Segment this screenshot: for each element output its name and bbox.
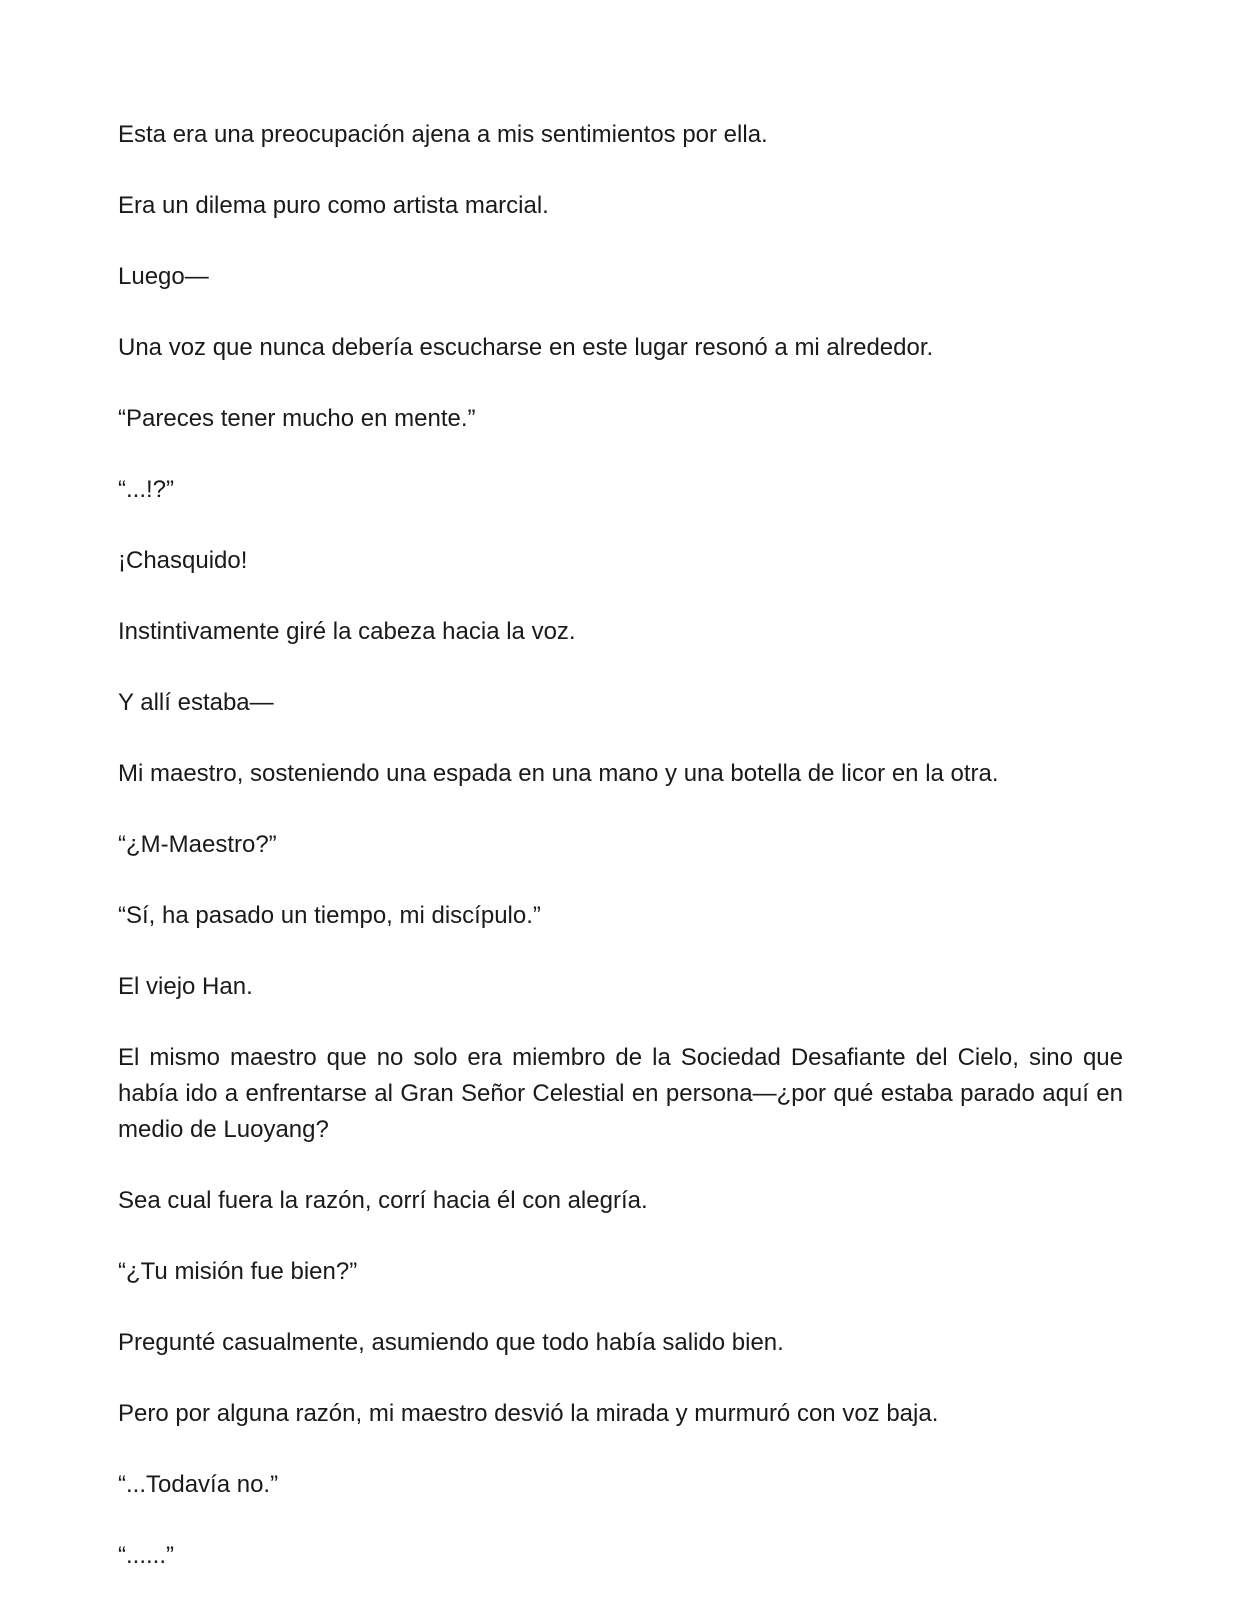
paragraph: Y allí estaba— [118, 689, 274, 716]
paragraph: “Pareces tener mucho en mente.” [118, 405, 476, 432]
paragraph: Una voz que nunca debería escucharse en este lugar resonó a mi alrededor. [118, 334, 934, 361]
paragraph: El mismo maestro que no solo era miembro de la Sociedad Desafiante del Cielo, sino que había ido a enfrentarse al Gran Señor Celestial en persona—¿por qué estaba parado aquí en medio de Luoyang? [118, 1044, 1123, 1143]
paragraph: Era un dilema puro como artista marcial. [118, 192, 549, 219]
paragraph: “¿M-Maestro?” [118, 831, 277, 858]
paragraph: Luego— [118, 263, 209, 290]
paragraph: Pregunté casualmente, asumiendo que todo había salido bien. [118, 1329, 784, 1356]
paragraph: Instintivamente giré la cabeza hacia la voz. [118, 618, 576, 645]
paragraph: “Sí, ha pasado un tiempo, mi discípulo.” [118, 902, 541, 929]
paragraph: Esta era una preocupación ajena a mis sentimientos por ella. [118, 121, 768, 148]
paragraph: Pero por alguna razón, mi maestro desvió la mirada y murmuró con voz baja. [118, 1400, 939, 1427]
paragraph: Mi maestro, sosteniendo una espada en una mano y una botella de licor en la otra. [118, 760, 999, 787]
paragraph: El viejo Han. [118, 973, 253, 1000]
paragraph: ¡Chasquido! [118, 547, 248, 574]
paragraph: “...!?” [118, 476, 175, 503]
paragraph: “...Todavía no.” [118, 1471, 279, 1498]
paragraph: “¿Tu misión fue bien?” [118, 1258, 358, 1285]
paragraph: Sea cual fuera la razón, corrí hacia él con alegría. [118, 1187, 648, 1214]
paragraph: “......” [118, 1542, 174, 1569]
document-body [118, 117, 1123, 1574]
